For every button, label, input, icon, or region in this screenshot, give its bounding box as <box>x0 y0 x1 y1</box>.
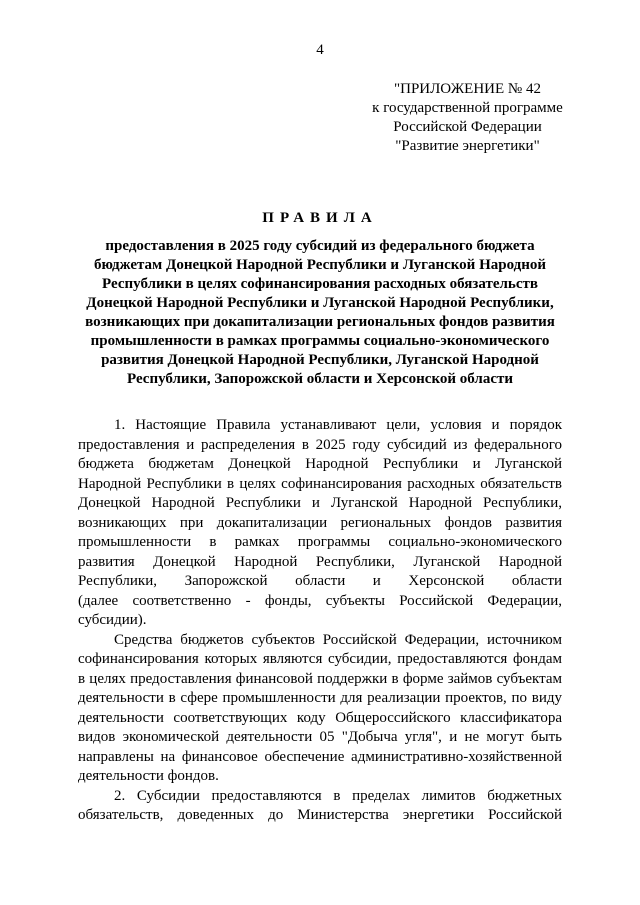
appendix-header <box>355 80 580 156</box>
body-line: 2. Субсидии предоставляются в пределах лимитов бюджетных <box>114 787 562 804</box>
body-line: направлены на финансовое обеспечение административно-хозяйственной <box>78 748 562 765</box>
subtitle-line: предоставления в 2025 году субсидий из федерального бюджета <box>105 238 535 254</box>
subtitle-line: бюджетам Донецкой Народной Республики и Луганской Народной <box>93 257 547 273</box>
body-line: Донецкой Народной Республики и Луганской Народной Республики, <box>78 495 562 511</box>
subtitle-line: Республики, Запорожской области и Херсонской области <box>126 371 513 387</box>
body-line: (далее соответственно - фонды, субъекты Российской Федерации, <box>78 592 562 609</box>
body-line: деятельности фондов. <box>78 768 219 784</box>
subtitle-line: Донецкой Народной Республики и Луганской Народной Республики, <box>86 295 554 311</box>
body-line: видов экономической деятельности 05 "Добыча угля", и не могут быть <box>78 729 562 745</box>
document-title: ПРАВИЛА <box>262 210 378 226</box>
body-line: субсидии). <box>78 612 147 628</box>
appendix-line: "Развитие энергетики" <box>395 138 540 154</box>
appendix-line: Российской Федерации <box>393 119 542 135</box>
document-body <box>78 416 562 826</box>
body-line: бюджета бюджетам Донецкой Народной Республики и Луганской <box>78 456 562 472</box>
document-subtitle <box>78 237 562 389</box>
body-line: Народной Республики в целях софинансирования расходных обязательств <box>78 475 562 492</box>
page-number: 4 <box>316 42 324 58</box>
body-line: Республики, Запорожской области и Херсонской области <box>78 573 562 589</box>
paragraph-2 <box>78 631 562 787</box>
body-line: софинансирования которых являются субсидии, предоставляются фондам <box>78 651 562 667</box>
paragraph-1 <box>78 416 562 631</box>
appendix-line: к государственной программе <box>372 100 563 116</box>
body-line: 1. Настоящие Правила устанавливают цели, условия и порядок <box>114 417 562 433</box>
paragraph-3 <box>78 787 562 826</box>
body-line: обязательств, доведенных до Министерства энергетики Российской <box>78 807 562 823</box>
body-line: деятельности в сфере промышленности для реализации проектов, по виду <box>78 690 562 706</box>
body-line: возникающих при докапитализации региональных фондов развития <box>78 514 562 531</box>
subtitle-line: развития Донецкой Народной Республики, Луганской Народной <box>101 352 539 368</box>
subtitle-line: возникающих при докапитализации региональных фондов развития <box>85 314 555 330</box>
subtitle-line: Республики в целях софинансирования расходных обязательств <box>102 276 538 292</box>
body-line: в целях предоставления финансовой поддержки в форме займов субъектам <box>78 670 562 687</box>
appendix-line: "ПРИЛОЖЕНИЕ № 42 <box>393 81 541 97</box>
body-line: Средства бюджетов субъектов Российской Федерации, источником <box>114 631 562 648</box>
body-line: промышленности в рамках программы социально-экономического <box>78 534 562 550</box>
body-line: деятельности соответствующих коду Общероссийского классификатора <box>78 709 562 726</box>
body-line: развития Донецкой Народной Республики, Луганской Народной <box>78 553 562 570</box>
subtitle-line: промышленности в рамках программы социально-экономического <box>90 333 550 349</box>
body-line: предоставления и распределения в 2025 году субсидий из федерального <box>78 436 562 453</box>
